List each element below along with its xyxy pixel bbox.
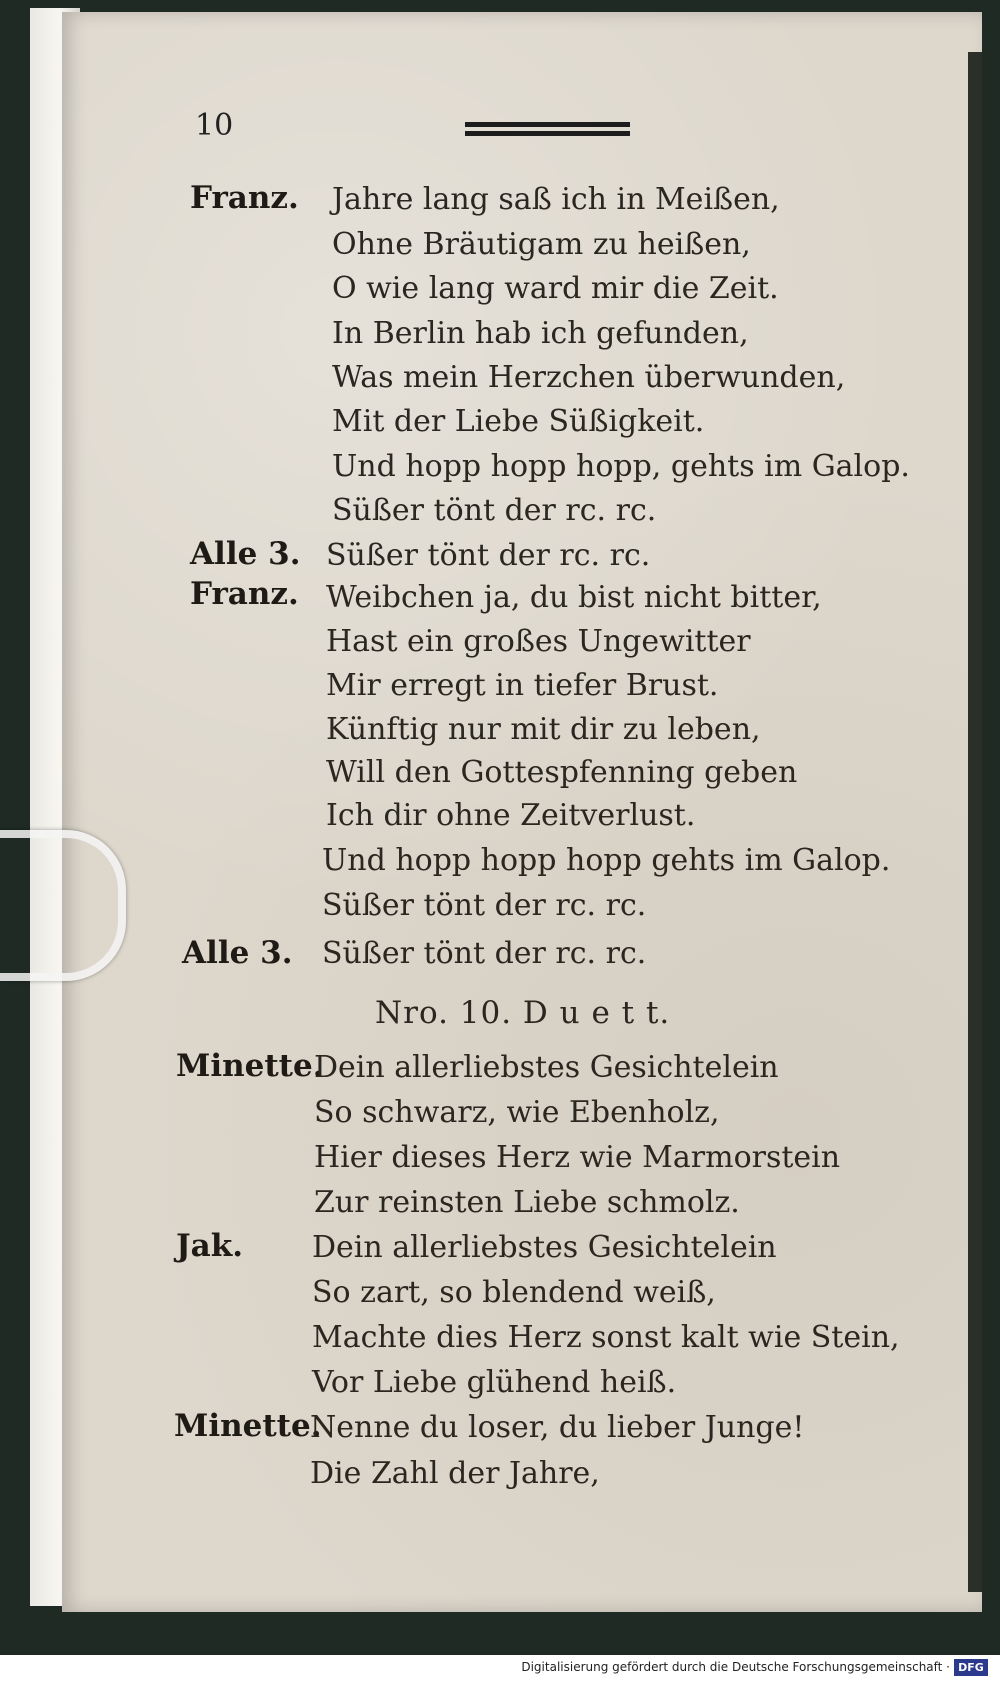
- verse-line: Künftig nur mit dir zu leben,: [326, 712, 761, 747]
- verse-line: Mit der Liebe Süßigkeit.: [332, 404, 705, 439]
- footer-bar: [0, 1655, 1000, 1681]
- verse-line: Vor Liebe glühend heiß.: [312, 1365, 677, 1400]
- speaker-jak: Jak.: [176, 1228, 244, 1264]
- gutter-shadow: [968, 52, 982, 1592]
- verse-line: So schwarz, wie Ebenholz,: [314, 1095, 720, 1130]
- verse-line: Süßer tönt der rc. rc.: [326, 538, 651, 573]
- verse-line: Hier dieses Herz wie Marmorstein: [314, 1140, 841, 1175]
- header-rule: [465, 122, 630, 136]
- verse-line: Ohne Bräutigam zu heißen,: [332, 227, 751, 262]
- speaker-franz: Franz.: [190, 180, 299, 216]
- verse-line: Zur reinsten Liebe schmolz.: [314, 1185, 740, 1220]
- verse-line: Will den Gottespfenning geben: [326, 755, 798, 790]
- speaker-alle: Alle 3.: [190, 536, 301, 572]
- verse-line: Süßer tönt der rc. rc.: [332, 493, 657, 528]
- verse-line: Dein allerliebstes Gesichtelein: [314, 1050, 779, 1085]
- verse-line: O wie lang ward mir die Zeit.: [332, 271, 779, 306]
- verse-line: Nenne du loser, du lieber Junge!: [310, 1410, 805, 1445]
- verse-line: Hast ein großes Ungewitter: [326, 624, 751, 659]
- verse-line: In Berlin hab ich gefunden,: [332, 316, 749, 351]
- verse-line: Ich dir ohne Zeitverlust.: [326, 798, 696, 833]
- page-number: 10: [195, 108, 234, 143]
- page-clip: [0, 830, 126, 981]
- speaker-franz: Franz.: [190, 576, 299, 612]
- verse-line: Was mein Herzchen überwunden,: [332, 360, 846, 395]
- section-heading: Nro. 10. D u e t t.: [375, 995, 671, 1031]
- funding-note: Digitalisierung gefördert durch die Deutsche Forschungsgemeinschaft ·: [521, 1660, 950, 1674]
- verse-line: Machte dies Herz sonst kalt wie Stein,: [312, 1320, 900, 1355]
- verse-line: Und hopp hopp hopp, gehts im Galop.: [332, 449, 910, 484]
- speaker-minette: Minette.: [174, 1408, 322, 1444]
- verse-line: Mir erregt in tiefer Brust.: [326, 668, 719, 703]
- verse-line: Jahre lang saß ich in Meißen,: [332, 182, 780, 217]
- verse-line: Süßer tönt der rc. rc.: [322, 936, 647, 971]
- verse-line: Weibchen ja, du bist nicht bitter,: [326, 580, 822, 615]
- verse-line: Und hopp hopp hopp gehts im Galop.: [322, 843, 891, 878]
- dfg-logo: DFG: [954, 1659, 988, 1676]
- verse-line: Süßer tönt der rc. rc.: [322, 888, 647, 923]
- speaker-alle: Alle 3.: [182, 935, 293, 971]
- verse-line: Dein allerliebstes Gesichtelein: [312, 1230, 777, 1265]
- speaker-minette: Minette.: [176, 1048, 324, 1084]
- verse-line: Die Zahl der Jahre,: [310, 1456, 600, 1491]
- verse-line: So zart, so blendend weiß,: [312, 1275, 716, 1310]
